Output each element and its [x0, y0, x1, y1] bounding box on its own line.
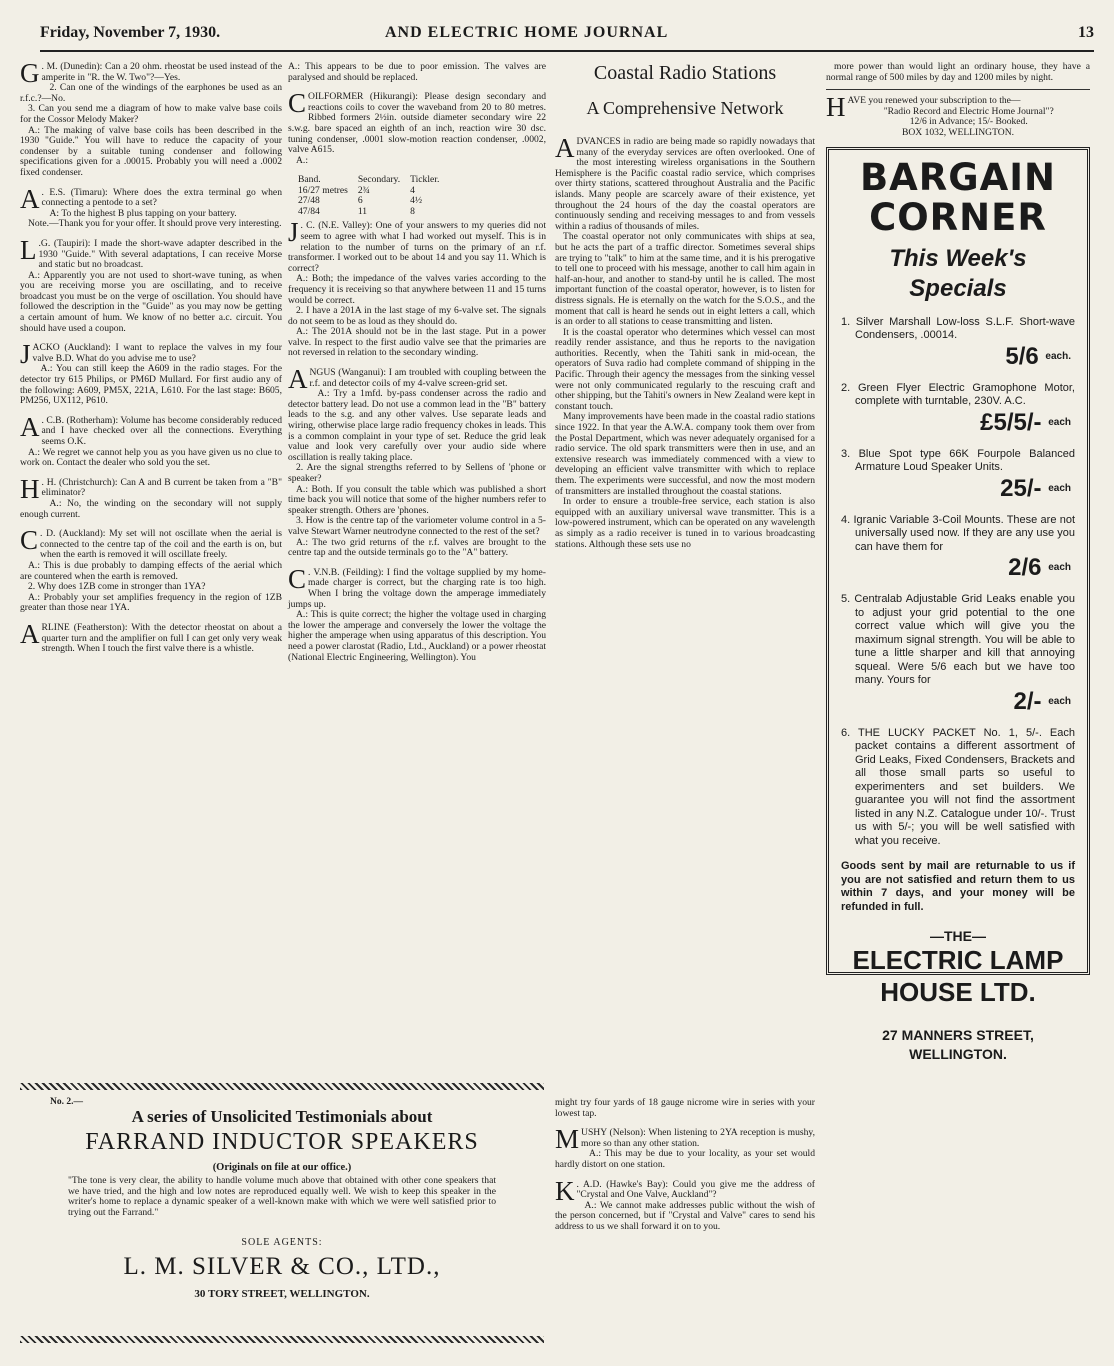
header-title: AND ELECTRIC HOME JOURNAL	[385, 24, 669, 41]
article-continued: more power than would light an ordinary house, they have a normal range of 500 miles by day and 1200 miles by night.	[826, 61, 1090, 83]
coil-table-cell: 2¾	[357, 184, 370, 196]
zigzag-border	[20, 1336, 544, 1343]
company-name: ELECTRIC LAMP	[852, 944, 1064, 975]
divider	[826, 89, 1090, 90]
ad-series: A series of Unsolicited Testimonials about	[131, 1107, 433, 1126]
qa-entry	[20, 618, 282, 655]
special-item-price: 2/- $^{each}$	[1013, 687, 1071, 715]
qa-answer: 3. How is the centre tap of the variometer volume control in a 5-valve Stewart Warner neutrodyne connected to the rest of the set?	[288, 515, 546, 537]
qa-question: A . C.B. (Rotherham): Volume has become considerably reduced and I have checked over all the connections. Everything seems O.K.	[20, 411, 282, 447]
qa-question: J . C. (N.E. Valley): One of your answers to my queries did not seem to agree with what I had worked out myself. This is in relation to the number of turns on the primary of an r.f. transformer. I worked out to be about 14 and you say 11. Which is correct?	[288, 217, 546, 274]
special-item-price: 2/6 $^{each}$	[1008, 554, 1071, 582]
qa-answer: A.: You can still keep the A609 in the radio stages. For the detector try 615 Philips, or PM6D Mullard. For first audio any of the following: A609, PM5X, 221A, L610. For the last stage: B605, PM256, UX112, P610.	[20, 363, 282, 407]
qa-question: A . E.S. (Timaru): Where does the extra terminal go when connecting a pentode to a set?	[20, 183, 282, 214]
ad-agent-name: L. M. SILVER & CO., LTD.,	[123, 1253, 441, 1280]
coil-table-cell: 27/48	[298, 195, 320, 207]
qa-answer: A.: This may be due to your locality, as your set would hardly distort on one station.	[555, 1148, 815, 1170]
ad-number: No. 2.—	[50, 1097, 83, 1107]
qa-question: C . D. (Auckland): My set will not oscillate when the aerial is connected to the centre tap of the coil and the earth is on, but when the earth is removed it will oscillate freely.	[20, 525, 282, 561]
special-item-text: 6. THE LUCKY PACKET No. 1, 5/-. Each packet contains a different assortment of Grid Leaks, Fixed Condensers, Brackets and all those small parts so useful to experimenters and set builders. We guarantee you will not find the assortment listed in any N.Z. Catalogue under 10/-. Trust us with 5/-; you will be well satisfied with what you receive.	[841, 726, 1075, 847]
qa-entry	[555, 1175, 815, 1233]
qa-question: JACKO (Auckland): I want to replace the valves in my four valve B.D. What do you advise me to use?	[20, 339, 282, 370]
drop-cap: A	[20, 411, 40, 442]
ad-subtitle: This Week's Specials	[889, 244, 1027, 302]
drop-cap: M	[555, 1124, 580, 1155]
drop-cap: A	[20, 618, 40, 649]
qa-entry	[288, 88, 546, 166]
qa-question: might try four yards of 18 gauge nicrome wire in series with your lowest tap.	[555, 1097, 815, 1119]
ad-title: BARGAIN	[859, 155, 1057, 199]
ad-quote: "The tone is very clear, the ability to handle volume much above that obtained with other cone speakers that we have tried, and the high and low notes are reproduced equally well. We wish to keep this speaker in the writer's home to replace a dynamic speaker of a well-known make with which we were well satisfied prior to trying out the Farrand."	[68, 1175, 496, 1218]
qa-answer: A.: This is due probably to damping effects of the aerial which are countered when the earth is removed.	[20, 559, 282, 582]
coil-table-header: Band.	[298, 174, 321, 186]
qa-question: G . M. (Dunedin): Can a 20 ohm. rheostat be used instead of the amperite in "R. the W. Two"?—Yes.	[20, 58, 282, 88]
qa-answer: A.: Try a 1mfd. by-pass condenser across the radio and detector battery lead. Do not use a common lead in the "B" battery leads to the s.g. and any other valves. Use separate leads and wiring, otherwise place large radio frequency chokes in leads. This is a common complaint in your type of set. Reduce the grid leak value and look very carefully over your audio side where oscillation is really taking place.	[288, 388, 546, 463]
drop-cap: A	[555, 133, 575, 163]
qa-question: L .G. (Taupiri): I made the short-wave adapter described in the 1930 "Guide." With several adaptations, I can receive Morse and static but no broadcast.	[20, 234, 282, 271]
article-paragraph: The coastal operator not only communicates with ships at sea, but he acts the part of a traffic director. Sometimes several ships are trying to "talk" to him at the same time, and it is his prerogative to tell one to proceed with his message, another to call him again in half-an-hour, and another to stand-by until he is called. The most important function of the coastal operator, however, is to listen for distress signals. He is eternally on the watch for the S.O.S., and the moment that call is heard he sends out in eight letters a call, which is an order to all stations to cease transmitting and listen.	[555, 231, 815, 328]
qa-entry	[20, 473, 282, 520]
qa-answer: A.: This is quite correct; the higher the voltage used in charging the lower the amperage and conversely the lower the voltage the higher the amperage when using apparatus of this description. You need a power clarostat (Radio, Ltd., Auckland) or a power rheostat (National Electric Engineering, Wellington). You	[288, 609, 546, 663]
company-address: WELLINGTON.	[909, 1045, 1007, 1062]
company-the: —THE—	[930, 928, 986, 945]
drop-cap: K	[555, 1175, 575, 1206]
qa-answer: A.: Apparently you are not used to short-wave tuning, as when you are receiving morse you are oscillating, and to receive broadcast you must be on the verge of oscillation. You should have followed the description in the "Guide" as you may now be getting a certain amount of hum. We know of no better a.c. circuit. You should have used a coupon.	[20, 269, 282, 334]
qa-answer: Note.—Thank you for your offer. It should prove very interesting.	[28, 218, 282, 230]
special-item-text: 1. Silver Marshall Low-loss S.L.F. Short-wave Condensers, .00014.	[841, 315, 1075, 342]
subscription-notice: HAVE you renewed your subscription to the— "Radio Record and Electric Home Journal"? 12/6 in Advance; 15/- Booked. BOX 1032, WELLINGTON.	[826, 96, 1090, 138]
drop-cap: A	[288, 364, 308, 395]
article-subtitle: A Comprehensive Network	[586, 98, 784, 118]
qa-entry	[20, 183, 282, 230]
drop-cap: J	[20, 339, 31, 370]
article-paragraph: ADVANCES in radio are being made so rapidly nowadays that many of the everyday services are often overlooked. One of the most interesting wireless organisations in the Southern Hemisphere is the Pacific coastal radio service, which comprises over thirty stations, scattered throughout Australia and the Pacific islands. Many people are scarcely aware of their existence, yet throughout the 24 hours of the day the coastal operators are continuously sending and receiving messages to and from vessels within a radius of thousands of miles.	[555, 133, 815, 232]
special-item	[841, 316, 1075, 370]
ad-originals: (Originals on file at our office.)	[212, 1162, 352, 1173]
qa-answer: A.: The two grid returns of the r.f. valves are brought to the centre tap and the outside terminals go to the "A" battery.	[288, 536, 546, 559]
coil-table-cell: 4½	[410, 195, 423, 207]
qa-answer: A.: No, the winding on the secondary will not supply enough current.	[20, 497, 282, 520]
special-item-price: £5/5/- $^{each}$	[980, 408, 1071, 436]
page-header	[40, 22, 1094, 52]
qa-answer: A.: The 201A should not be in the last stage. Put in a power valve. In respect to the first audio valve see that the primaries are not reversed in relation to the secondary winding.	[288, 326, 546, 359]
qa-entry	[288, 62, 546, 83]
special-item	[841, 514, 1075, 582]
subscription-price: 12/6 in Advance; 15/- Booked.	[909, 116, 1028, 128]
page-number: 13	[1078, 24, 1094, 41]
qa-answer: 2. Can one of the windings of the earphones be used as an r.f.c.?—No.	[20, 82, 282, 104]
qa-question: MUSHY (Nelson): When listening to 2YA reception is mushy, more so than any other station.	[555, 1124, 815, 1155]
special-item-text: 3. Blue Spot type 66K Fourpole Balanced Armature Loud Speaker Units.	[841, 447, 1075, 474]
qa-answer: 2. Are the signal strengths referred to by Sellens of 'phone or speaker?	[288, 462, 546, 484]
coil-table-cell: 47/84	[298, 205, 320, 217]
qa-answer: A.: Both. If you consult the table which was published a short time back you will notice that some of the higher numbers refer to speaker strength. Others are 'phones.	[288, 483, 546, 516]
qa-entry	[20, 58, 282, 179]
header-date: Friday, November 7, 1930.	[40, 24, 221, 41]
bargain-corner-ad	[826, 147, 1090, 1062]
qa-answer: 3. Can you send me a diagram of how to make valve base coils for the Cossor Melody Maker?	[20, 103, 282, 125]
qa-entry	[288, 364, 546, 559]
qa-question: H . H. (Christchurch): Can A and B current be taken from a "B" eliminator?	[20, 473, 282, 504]
zigzag-border	[20, 1083, 544, 1090]
drop-cap: C	[20, 525, 39, 556]
ad-agent-address: 30 TORY STREET, WELLINGTON.	[194, 1288, 370, 1300]
article-paragraph: In order to ensure a trouble-free service, each station is also equipped with an auxiliary universal wave transmitter. This is a low-powered instrument, which can be operated on any wavelength as simply as a radio receiver is tuned in to various broadcasting stations. Although these sets use no	[555, 496, 815, 550]
special-item-text: 2. Green Flyer Electric Gramophone Motor, complete with turntable, 230V. A.C.	[841, 381, 1075, 408]
qa-question: COILFORMER (Hikurangi): Please design secondary and reactions coils to cover the waveband from 20 to 80 metres. Ribbed formers 2½in. outside diameter secondary wire 22 s.w.g. bare spaced an eighth of an inch, reaction wire 30 dsc. tuning condenser, .0001 slow-motion reaction condenser, .0002, valve A615.	[288, 88, 546, 156]
drop-cap: C	[288, 563, 307, 594]
column-3	[555, 62, 815, 550]
special-item	[841, 593, 1075, 715]
qa-answer: 2. I have a 201A in the last stage of my 6-valve set. The signals do not seem to be as loud as they should do.	[288, 305, 546, 327]
special-item	[841, 448, 1075, 502]
qa-answer: A.: Probably your set amplifies frequency in the region of 1ZB greater than those near 1YA.	[20, 591, 282, 614]
coil-table-cell: 11	[357, 205, 368, 217]
coil-table-cell: 8	[410, 205, 415, 217]
farrand-ad	[20, 1083, 544, 1343]
qa-answer: A: To the highest B plus tapping on your battery.	[49, 207, 237, 219]
company-address: 27 MANNERS STREET,	[882, 1026, 1034, 1043]
special-item-price: 25/- $^{each}$	[1000, 474, 1071, 502]
company-name: HOUSE LTD.	[880, 976, 1036, 1007]
qa-entry	[20, 234, 282, 334]
column-4	[826, 61, 1090, 1062]
qa-entry	[20, 525, 282, 614]
qa-question: C . V.N.B. (Feilding): I find the voltage supplied by my home-made charger is correct, but the charging rate is too high. When I bring the voltage down the amperage immediately jumps up.	[288, 563, 546, 610]
qa-answer: A.: We regret we cannot help you as you have given us no clue to work on. Contact the dealer who sold you the set.	[20, 446, 282, 469]
ad-headline: FARRAND INDUCTOR SPEAKERS	[85, 1129, 479, 1155]
drop-cap: A	[20, 183, 40, 214]
subscription-name: "Radio Record and Electric Home Journal"?	[883, 105, 1054, 117]
article-title: Coastal Radio Stations	[593, 62, 777, 84]
special-item-text: 5. Centralab Adjustable Grid Leaks enable you to adjust your grid potential to the one correct value which will give you the maximum signal strength. You will be able to tune a little sharper and kill that annoying squeal. Were 5/6 each but we have too many. Yours for	[841, 593, 1075, 687]
special-item	[841, 382, 1075, 436]
qa-entry	[20, 411, 282, 469]
drop-cap: L	[20, 234, 37, 265]
qa-answer: 2. Why does 1ZB come in stronger than 1YA?	[28, 581, 206, 593]
qa-question: ARLINE (Featherston): With the detector rheostat on about a quarter turn and the amplifier on full I can get only very weak strength. When I touch the first valve there is a whistle.	[20, 618, 282, 655]
qa-entry	[288, 563, 546, 663]
qa-question: A.: This appears to be due to poor emission. The valves are paralysed and should be replaced.	[288, 61, 546, 83]
special-item-price: 5/6 $^{each.}$	[1005, 342, 1071, 370]
article-paragraph: It is the coastal operator who determines which vessel can most readily render assistance, and thus he reports to the navigation authorities. Recently, when the Tahiti sank in mid-ocean, the operators of Suva radio had complete command of shipping in the Pacific. Through their agency the messages from the sinking vessel were not only communicated regularly to the rescuing craft and other shipping, but the Tahiti's owners in New Zealand were kept in constant touch.	[555, 326, 815, 412]
mail-note: Goods sent by mail are returnable to us if you are not satisfied and return them to us within 7 days, and your money will be refunded in full.	[841, 860, 1075, 913]
drop-cap: C	[288, 88, 307, 119]
coil-table-header: Tickler.	[410, 174, 440, 186]
special-item-text: 4. Igranic Variable 3-Coil Mounts. These are not universally used now. If they are any use you can have them for	[841, 513, 1075, 553]
qa-entry	[288, 217, 546, 359]
qa-answer: A.: We cannot make addresses public without the wish of the person concerned, but if "Crystal and Valve" cares to send his address to us we shall forward it on to you.	[555, 1199, 815, 1232]
column-2	[288, 62, 546, 672]
qa-answer: A.:	[296, 154, 308, 166]
qa-entry	[20, 339, 282, 407]
qa-answer: A.: Both; the impedance of the valves varies according to the frequency it is receiving so that anywhere between 11 and 15 turns would be correct.	[288, 273, 546, 306]
drop-cap: G	[20, 58, 40, 88]
coil-table-cell: 6	[357, 195, 363, 207]
ad-agents: SOLE AGENTS:	[241, 1237, 323, 1248]
ad-title: CORNER	[869, 195, 1047, 239]
qa-question: K . A.D. (Hawke's Bay): Could you give me the address of "Crystal and One Valve, Auckland"?	[555, 1175, 815, 1206]
coil-table-header: Secondary.	[357, 174, 401, 186]
qa-entry	[555, 1098, 815, 1119]
coil-table-cell: 4	[410, 184, 415, 196]
coil-table-cell: 16/27 metres	[298, 184, 348, 196]
qa-question: ANGUS (Wanganui): I am troubled with coupling between the r.f. and detector coils of my 4-valve screen-grid set.	[288, 364, 546, 395]
column-1	[20, 58, 282, 664]
drop-cap: H	[20, 473, 40, 504]
drop-cap: H	[826, 92, 846, 123]
drop-cap: J	[288, 217, 299, 248]
qa-entry	[555, 1124, 815, 1170]
subscription-box: BOX 1032, WELLINGTON.	[901, 126, 1015, 138]
article-paragraph: Many improvements have been made in the coastal radio stations since 1922. In that year the A.W.A. company took them over from the Postal Department, which was never adequately organised for a radio service. The old spark transmitters were then in use, and an extensive research was immediately commenced with a view to developing an efficient valve transmitter with which to replace them. The experiments were successful, and now the most modern of transmitters are installed throughout the coastal stations.	[555, 411, 815, 497]
coil-table	[298, 175, 449, 217]
qa-answer: A.: The making of valve base coils has been described in the 1930 "Guide." You will have to reduce the capacity of your condenser by a suitable tuning condenser and following specifications given for a .00015. Probably you will need a .0002 fixed condenser.	[20, 124, 282, 178]
column-3-lower	[555, 1098, 815, 1242]
special-item	[841, 727, 1075, 849]
